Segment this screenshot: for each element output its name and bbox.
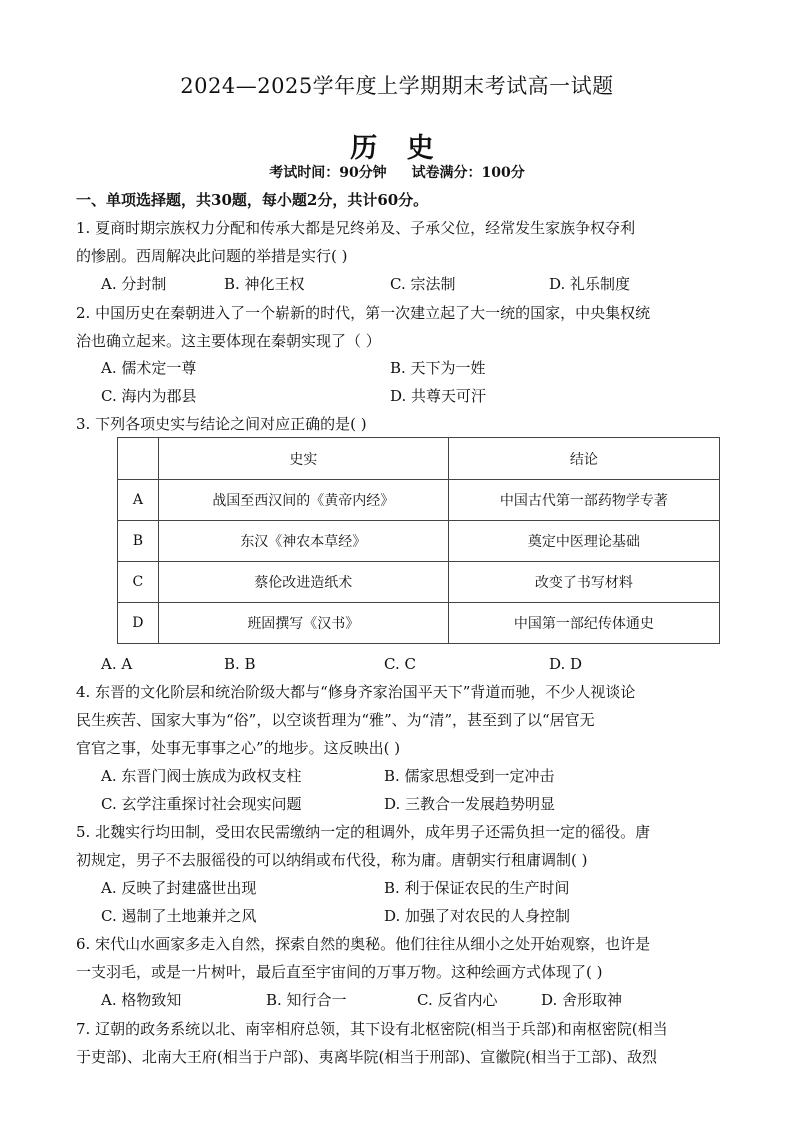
q4-option-b[interactable]: B. 儒家思想受到一定冲击 (384, 767, 555, 785)
q6-option-c[interactable]: C. 反省内心 (417, 991, 498, 1009)
exam-full-score: 试卷满分：100分 (411, 165, 525, 181)
table-header-fact: 史实 (158, 438, 448, 480)
table-header-row (118, 438, 720, 480)
q3-option-b[interactable]: B. B (224, 655, 256, 673)
q3-option-d[interactable]: D. D (549, 655, 583, 673)
q7-stem-line2: 于吏部)、北南大王府(相当于户部)、夷离毕院(相当于刑部)、宣徽院(相当于工部)、敌烈 (76, 1048, 657, 1066)
subject-title: 历 史 (350, 133, 444, 164)
table-header-conclusion: 结论 (448, 438, 719, 480)
table-row (118, 562, 720, 603)
q4-option-a[interactable]: A. 东晋门阀士族成为政权支柱 (101, 767, 302, 785)
row-fact: 班固撰写《汉书》 (158, 603, 448, 644)
q4-option-c[interactable]: C. 玄学注重探讨社会现实问题 (101, 795, 302, 813)
row-label: B (118, 521, 159, 562)
row-fact: 战国至西汉间的《黄帝内经》 (158, 480, 448, 521)
table-row (118, 480, 720, 521)
row-conclusion: 奠定中医理论基础 (448, 521, 719, 562)
exam-info (0, 162, 794, 182)
row-fact: 东汉《神农本草经》 (158, 521, 448, 562)
q1-option-a[interactable]: A. 分封制 (101, 275, 167, 293)
q1-stem-line1: 1. 夏商时期宗族权力分配和传承大都是兄终弟及、子承父位，经常发生家族争权夺利 (76, 219, 636, 237)
q3-option-c[interactable]: C. C (384, 655, 416, 673)
row-conclusion: 中国第一部纪传体通史 (448, 603, 719, 644)
row-fact: 蔡伦改进造纸术 (158, 562, 448, 603)
q2-option-b[interactable]: B. 天下为一姓 (390, 359, 486, 377)
exam-title: 2024—2025学年度上学期期末考试高一试题 (180, 74, 614, 98)
q2-stem-line2: 治也确立起来。这主要体现在秦朝实现了（ ） (76, 332, 381, 350)
q3-stem: 3. 下列各项史实与结论之间对应正确的是( ) (76, 415, 367, 433)
q4-option-d[interactable]: D. 三教合一发展趋势明显 (384, 795, 556, 813)
table-row (118, 603, 720, 644)
row-conclusion: 中国古代第一部药物学专著 (448, 480, 719, 521)
q3-option-a[interactable]: A. A (101, 655, 133, 673)
q5-option-a[interactable]: A. 反映了封建盛世出现 (101, 879, 257, 897)
table-header-blank (118, 438, 159, 480)
q5-stem-line1: 5. 北魏实行均田制，受田农民需缴纳一定的租调外，成年男子还需负担一定的徭役。唐 (76, 823, 651, 841)
q7-stem-line1: 7. 辽朝的政务系统以北、南宰相府总领，其下设有北枢密院(相当于兵部)和南枢密院(相当 (76, 1020, 668, 1038)
q6-option-b[interactable]: B. 知行合一 (266, 991, 347, 1009)
q2-stem-line1: 2. 中国历史在秦朝进入了一个崭新的时代，第一次建立起了大一统的国家，中央集权统 (76, 304, 651, 322)
q4-stem-line2: 民生疾苦、国家大事为“俗”，以空谈哲理为“雅”、为“清”，甚至到了以“居官无 (76, 711, 595, 729)
section-heading: 一、单项选择题，共30题，每小题2分，共计60分。 (76, 191, 429, 209)
table-row (118, 521, 720, 562)
q5-option-c[interactable]: C. 遏制了土地兼并之风 (101, 907, 257, 925)
q1-option-b[interactable]: B. 神化王权 (224, 275, 305, 293)
q3-table (117, 437, 720, 644)
q5-option-b[interactable]: B. 利于保证农民的生产时间 (384, 879, 570, 897)
q4-stem-line3: 官官之事，处事无事事之心”的地步。这反映出( ) (76, 739, 401, 757)
row-label: D (118, 603, 159, 644)
q4-stem-line1: 4. 东晋的文化阶层和统治阶级大都与“修身齐家治国平天下”背道而驰，不少人视谈论 (76, 683, 636, 701)
q5-option-d[interactable]: D. 加强了对农民的人身控制 (384, 907, 571, 925)
q5-stem-line2: 初规定，男子不去服徭役的可以纳绢或布代役，称为庸。唐朝实行租庸调制( ) (76, 851, 588, 869)
row-label: C (118, 562, 159, 603)
q1-option-c[interactable]: C. 宗法制 (390, 275, 456, 293)
q2-option-c[interactable]: C. 海内为郡县 (101, 387, 197, 405)
q2-option-d[interactable]: D. 共尊天可汗 (390, 387, 487, 405)
q6-stem-line2: 一支羽毛，或是一片树叶，最后直至宇宙间的万事万物。这种绘画方式体现了( ) (76, 963, 603, 981)
q6-stem-line1: 6. 宋代山水画家多走入自然，探索自然的奥秘。他们往往从细小之处开始观察，也许是 (76, 935, 651, 953)
q6-option-a[interactable]: A. 格物致知 (101, 991, 182, 1009)
q2-option-a[interactable]: A. 儒术定一尊 (101, 359, 197, 377)
q1-option-d[interactable]: D. 礼乐制度 (549, 275, 631, 293)
row-conclusion: 改变了书写材料 (448, 562, 719, 603)
row-label: A (118, 480, 159, 521)
exam-time: 考试时间：90分钟 (269, 165, 387, 181)
q6-option-d[interactable]: D. 舍形取神 (541, 991, 623, 1009)
q1-stem-line2: 的惨剧。西周解决此问题的举措是实行( ) (76, 247, 348, 265)
